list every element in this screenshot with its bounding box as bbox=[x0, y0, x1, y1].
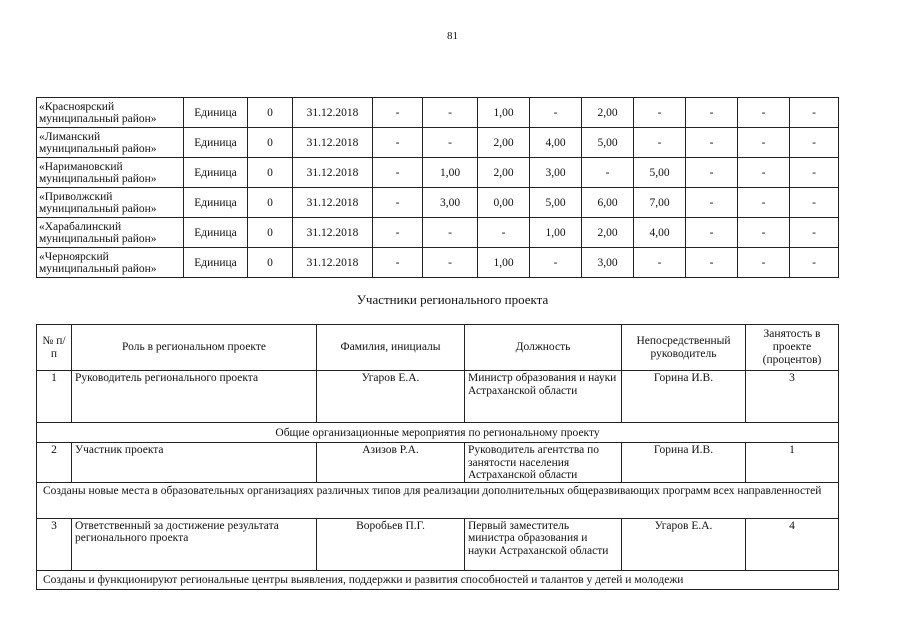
year-value-cell: - bbox=[686, 218, 738, 248]
indicator-table bbox=[36, 97, 839, 278]
participant-name: Угаров Е.А. bbox=[317, 371, 465, 423]
district-name-line: муниципальный район» bbox=[39, 172, 157, 185]
year-value-cell: - bbox=[530, 98, 582, 128]
page-number: 81 bbox=[447, 30, 458, 42]
base-date-cell: 31.12.2018 bbox=[293, 98, 373, 128]
year-value-cell: - bbox=[738, 98, 790, 128]
section-title: Участники регионального проекта bbox=[356, 292, 549, 307]
year-value-cell: - bbox=[738, 248, 790, 278]
year-value-cell: 1,00 bbox=[530, 218, 582, 248]
year-value-cell: - bbox=[582, 158, 634, 188]
group-row bbox=[37, 423, 839, 443]
participants-header-row bbox=[37, 325, 839, 371]
unit-cell: Единица bbox=[184, 188, 248, 218]
year-value-cell: - bbox=[634, 98, 686, 128]
year-value-cell: - bbox=[790, 188, 839, 218]
year-value-cell: 3,00 bbox=[423, 188, 478, 218]
district-name-line: муниципальный район» bbox=[39, 112, 157, 125]
participant-position: Первый заместитель министра образования и науки Астраханской области bbox=[465, 518, 622, 570]
year-value-cell: - bbox=[790, 158, 839, 188]
year-value-cell: 5,00 bbox=[582, 128, 634, 158]
year-value-cell: - bbox=[686, 188, 738, 218]
district-name-line: «Черноярский bbox=[39, 250, 109, 263]
header-supervisor: Непосредственный руководитель bbox=[622, 325, 746, 371]
district-name bbox=[37, 158, 184, 188]
year-value-cell: - bbox=[686, 128, 738, 158]
base-date-cell: 31.12.2018 bbox=[293, 128, 373, 158]
participant-position: Руководитель агентства по занятости населения Астраханской области bbox=[465, 443, 622, 483]
participant-name: Воробьев П.Г. bbox=[317, 518, 465, 570]
participant-role: Руководитель регионального проекта bbox=[72, 371, 317, 423]
year-value-cell: 6,00 bbox=[582, 188, 634, 218]
year-value-cell: 2,00 bbox=[478, 128, 530, 158]
year-value-cell: 5,00 bbox=[634, 158, 686, 188]
year-value-cell: 3,00 bbox=[582, 248, 634, 278]
base-value-cell: 0 bbox=[248, 218, 293, 248]
district-name-line: «Наримановский bbox=[39, 160, 123, 173]
participant-row bbox=[37, 443, 839, 483]
year-value-cell: - bbox=[373, 128, 423, 158]
base-date-cell: 31.12.2018 bbox=[293, 158, 373, 188]
participant-employment: 4 bbox=[746, 518, 839, 570]
participants-table bbox=[36, 324, 839, 590]
district-name bbox=[37, 188, 184, 218]
header-role: Роль в региональном проекте bbox=[72, 325, 317, 371]
district-name bbox=[37, 218, 184, 248]
year-value-cell: 5,00 bbox=[530, 188, 582, 218]
year-value-cell: 1,00 bbox=[423, 158, 478, 188]
year-value-cell: - bbox=[790, 128, 839, 158]
year-value-cell: - bbox=[790, 98, 839, 128]
base-value-cell: 0 bbox=[248, 128, 293, 158]
year-value-cell: - bbox=[423, 128, 478, 158]
participant-employment: 1 bbox=[746, 443, 839, 483]
base-date-cell: 31.12.2018 bbox=[293, 218, 373, 248]
indicator-row bbox=[37, 188, 839, 218]
participant-row bbox=[37, 371, 839, 423]
year-value-cell: 2,00 bbox=[582, 218, 634, 248]
participant-num: 1 bbox=[37, 371, 72, 423]
district-name-line: муниципальный район» bbox=[39, 232, 157, 245]
year-value-cell: - bbox=[738, 218, 790, 248]
year-value-cell: - bbox=[738, 158, 790, 188]
unit-cell: Единица bbox=[184, 218, 248, 248]
year-value-cell: - bbox=[738, 188, 790, 218]
group-title: Общие организационные мероприятия по региональному проекту bbox=[37, 423, 839, 443]
year-value-cell: 4,00 bbox=[530, 128, 582, 158]
year-value-cell: - bbox=[790, 248, 839, 278]
year-value-cell: - bbox=[686, 98, 738, 128]
year-value-cell: 2,00 bbox=[582, 98, 634, 128]
year-value-cell: - bbox=[634, 128, 686, 158]
group-title: Созданы и функционируют региональные центры выявления, поддержки и развития способностей и талантов у детей и молодежи bbox=[37, 570, 839, 589]
year-value-cell: - bbox=[423, 98, 478, 128]
year-value-cell: 4,00 bbox=[634, 218, 686, 248]
year-value-cell: - bbox=[790, 218, 839, 248]
district-name-line: «Красноярский bbox=[39, 100, 115, 113]
participant-num: 3 bbox=[37, 518, 72, 570]
indicator-row bbox=[37, 98, 839, 128]
indicator-row bbox=[37, 218, 839, 248]
year-value-cell: - bbox=[686, 248, 738, 278]
year-value-cell: - bbox=[634, 248, 686, 278]
year-value-cell: 7,00 bbox=[634, 188, 686, 218]
year-value-cell: - bbox=[738, 128, 790, 158]
year-value-cell: - bbox=[373, 98, 423, 128]
year-value-cell: 3,00 bbox=[530, 158, 582, 188]
group-row bbox=[37, 482, 839, 518]
district-name bbox=[37, 128, 184, 158]
participant-employment: 3 bbox=[746, 371, 839, 423]
base-date-cell: 31.12.2018 bbox=[293, 188, 373, 218]
year-value-cell: - bbox=[423, 248, 478, 278]
participant-supervisor: Горина И.В. bbox=[622, 443, 746, 483]
header-name: Фамилия, инициалы bbox=[317, 325, 465, 371]
header-employment: Занятость в проекте (процентов) bbox=[746, 325, 839, 371]
year-value-cell: - bbox=[423, 218, 478, 248]
unit-cell: Единица bbox=[184, 248, 248, 278]
group-row bbox=[37, 570, 839, 589]
participant-row bbox=[37, 518, 839, 570]
indicator-row bbox=[37, 158, 839, 188]
year-value-cell: 1,00 bbox=[478, 248, 530, 278]
base-value-cell: 0 bbox=[248, 98, 293, 128]
district-name-line: муниципальный район» bbox=[39, 262, 157, 275]
indicator-row bbox=[37, 248, 839, 278]
district-name-line: «Приволжский bbox=[39, 190, 113, 203]
unit-cell: Единица bbox=[184, 98, 248, 128]
year-value-cell: - bbox=[373, 218, 423, 248]
district-name-line: «Лиманский bbox=[39, 130, 101, 143]
year-value-cell: - bbox=[373, 188, 423, 218]
participant-role: Участник проекта bbox=[72, 443, 317, 483]
year-value-cell: - bbox=[373, 248, 423, 278]
district-name-line: муниципальный район» bbox=[39, 142, 157, 155]
year-value-cell: 2,00 bbox=[478, 158, 530, 188]
year-value-cell: - bbox=[686, 158, 738, 188]
year-value-cell: 1,00 bbox=[478, 98, 530, 128]
header-position: Должность bbox=[465, 325, 622, 371]
participant-supervisor: Угаров Е.А. bbox=[622, 518, 746, 570]
year-value-cell: - bbox=[530, 248, 582, 278]
unit-cell: Единица bbox=[184, 158, 248, 188]
year-value-cell: - bbox=[478, 218, 530, 248]
year-value-cell: - bbox=[373, 158, 423, 188]
unit-cell: Единица bbox=[184, 128, 248, 158]
participant-num: 2 bbox=[37, 443, 72, 483]
participant-name: Азизов Р.А. bbox=[317, 443, 465, 483]
base-value-cell: 0 bbox=[248, 248, 293, 278]
participant-supervisor: Горина И.В. bbox=[622, 371, 746, 423]
district-name-line: «Харабалинский bbox=[39, 220, 122, 233]
base-date-cell: 31.12.2018 bbox=[293, 248, 373, 278]
indicator-row bbox=[37, 128, 839, 158]
participant-role: Ответственный за достижение результата регионального проекта bbox=[72, 518, 317, 570]
group-title: Созданы новые места в образовательных организациях различных типов для реализации дополнительных общеразвивающих программ всех направленностей bbox=[37, 482, 839, 518]
district-name bbox=[37, 248, 184, 278]
year-value-cell: 0,00 bbox=[478, 188, 530, 218]
base-value-cell: 0 bbox=[248, 188, 293, 218]
header-num: № п/п bbox=[37, 325, 72, 371]
district-name bbox=[37, 98, 184, 128]
district-name-line: муниципальный район» bbox=[39, 202, 157, 215]
base-value-cell: 0 bbox=[248, 158, 293, 188]
participant-position: Министр образования и науки Астраханской области bbox=[465, 371, 622, 423]
